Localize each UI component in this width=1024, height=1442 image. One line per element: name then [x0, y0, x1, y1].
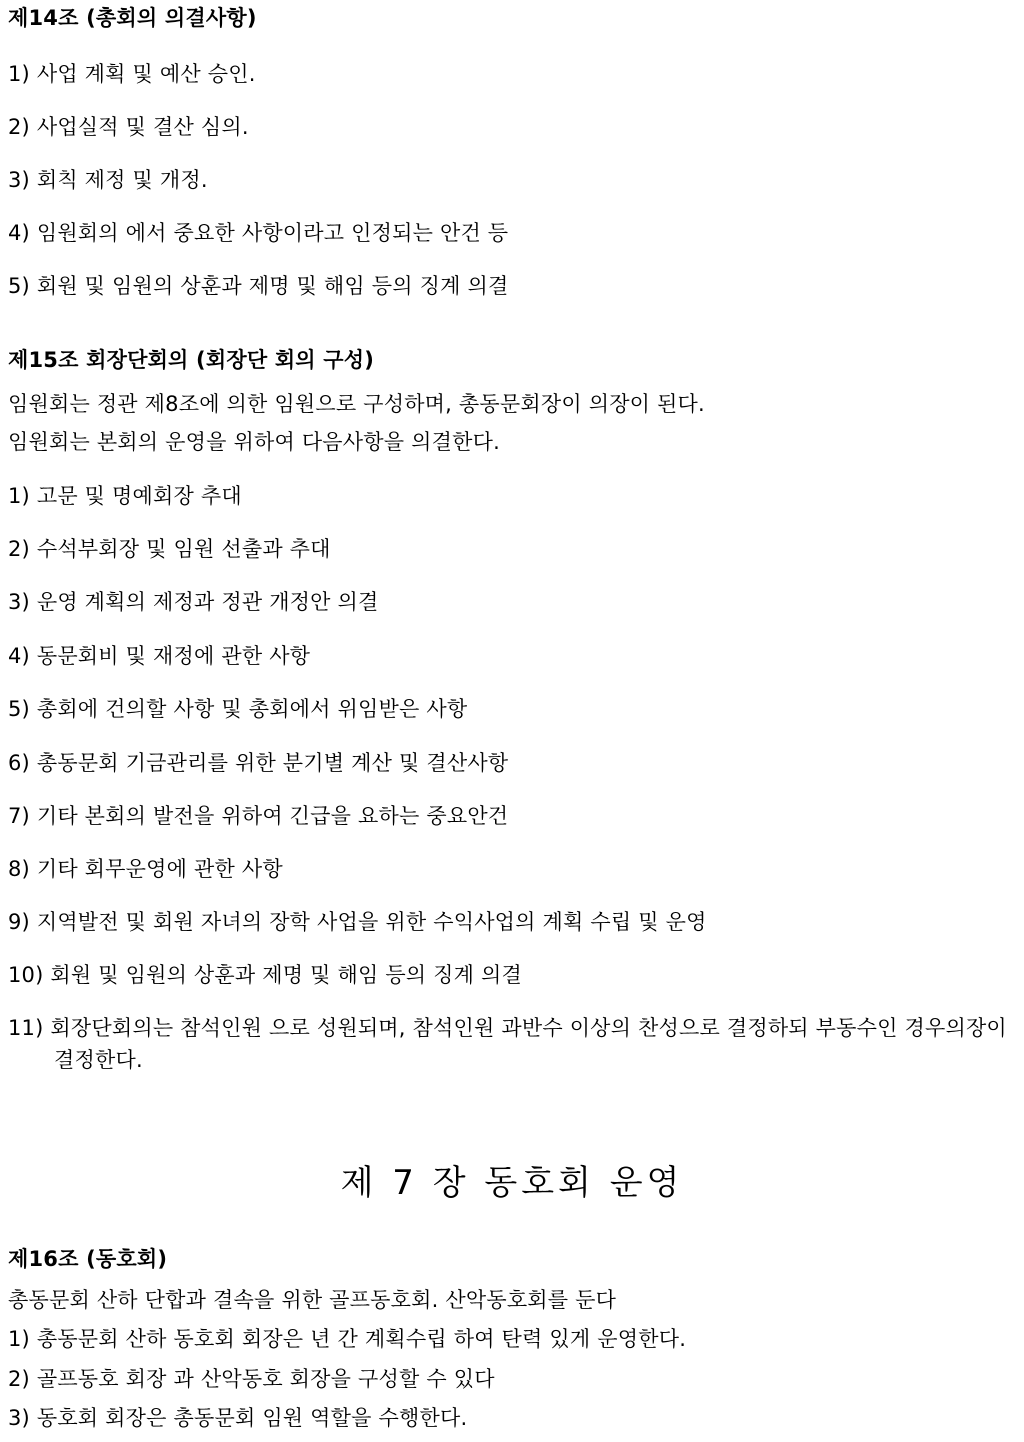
article-16-item-3: 3) 동호회 회장은 총동문회 임원 역할을 수행한다.: [8, 1406, 468, 1430]
article-15-item-11: 11) 회장단회의는 참석인원 으로 성원되며, 참석인원 과반수 이상의 찬성으로 결정하되 부동수인 경우의장이 결정한다.: [8, 1016, 1007, 1072]
chapter-7-title: 제 7 장 동호회 운영: [340, 1163, 684, 1203]
article-15-item-6: 6) 총동문회 기금관리를 위한 분기별 계산 및 결산사항: [8, 751, 509, 775]
article-16-item-2: 2) 골프동호 회장 과 산악동호 회장을 구성할 수 있다: [8, 1367, 495, 1391]
article-15-heading: 제15조 회장단회의 (회장단 회의 구성): [8, 348, 375, 372]
article-16-heading: 제16조 (동호회): [8, 1247, 168, 1271]
article-14-item-1: 1) 사업 계획 및 예산 승인.: [8, 62, 256, 86]
article-14-item-5: 5) 회원 및 임원의 상훈과 제명 및 해임 등의 징계 의결: [8, 274, 509, 298]
article-15-item-2: 2) 수석부회장 및 임원 선출과 추대: [8, 537, 331, 561]
article-15-item-8: 8) 기타 회무운영에 관한 사항: [8, 857, 283, 881]
article-15-item-10: 10) 회원 및 임원의 상훈과 제명 및 해임 등의 징계 의결: [8, 963, 522, 987]
article-14-heading: 제14조 (총회의 의결사항): [8, 6, 257, 30]
article-15-item-1: 1) 고문 및 명예회장 추대: [8, 484, 242, 508]
article-14-item-2: 2) 사업실적 및 결산 심의.: [8, 115, 249, 139]
article-16-item-1: 1) 총동문회 산하 동호회 회장은 년 간 계획수립 하여 탄력 있게 운영한다.: [8, 1327, 687, 1351]
article-14-item-4: 4) 임원회의 에서 중요한 사항이라고 인정되는 안건 등: [8, 221, 509, 245]
article-15-paragraph-1: 임원회는 정관 제8조에 의한 임원으로 구성하며, 총동문회장이 의장이 된다.: [8, 392, 705, 416]
article-15-item-5: 5) 총회에 건의할 사항 및 총회에서 위임받은 사항: [8, 697, 468, 721]
article-15-item-7: 7) 기타 본회의 발전을 위하여 긴급을 요하는 중요안건: [8, 804, 509, 828]
article-15-paragraph-2: 임원회는 본회의 운영을 위하여 다음사항을 의결한다.: [8, 430, 500, 454]
article-15-item-4: 4) 동문회비 및 재정에 관한 사항: [8, 644, 311, 668]
article-15-item-3: 3) 운영 계획의 제정과 정관 개정안 의결: [8, 590, 379, 614]
article-16-paragraph-1: 총동문회 산하 단합과 결속을 위한 골프동호회. 산악동호회를 둔다: [8, 1288, 617, 1312]
article-14-item-3: 3) 회칙 제정 및 개정.: [8, 168, 208, 192]
article-15-item-9: 9) 지역발전 및 회원 자녀의 장학 사업을 위한 수익사업의 계획 수립 및 운영: [8, 910, 707, 934]
